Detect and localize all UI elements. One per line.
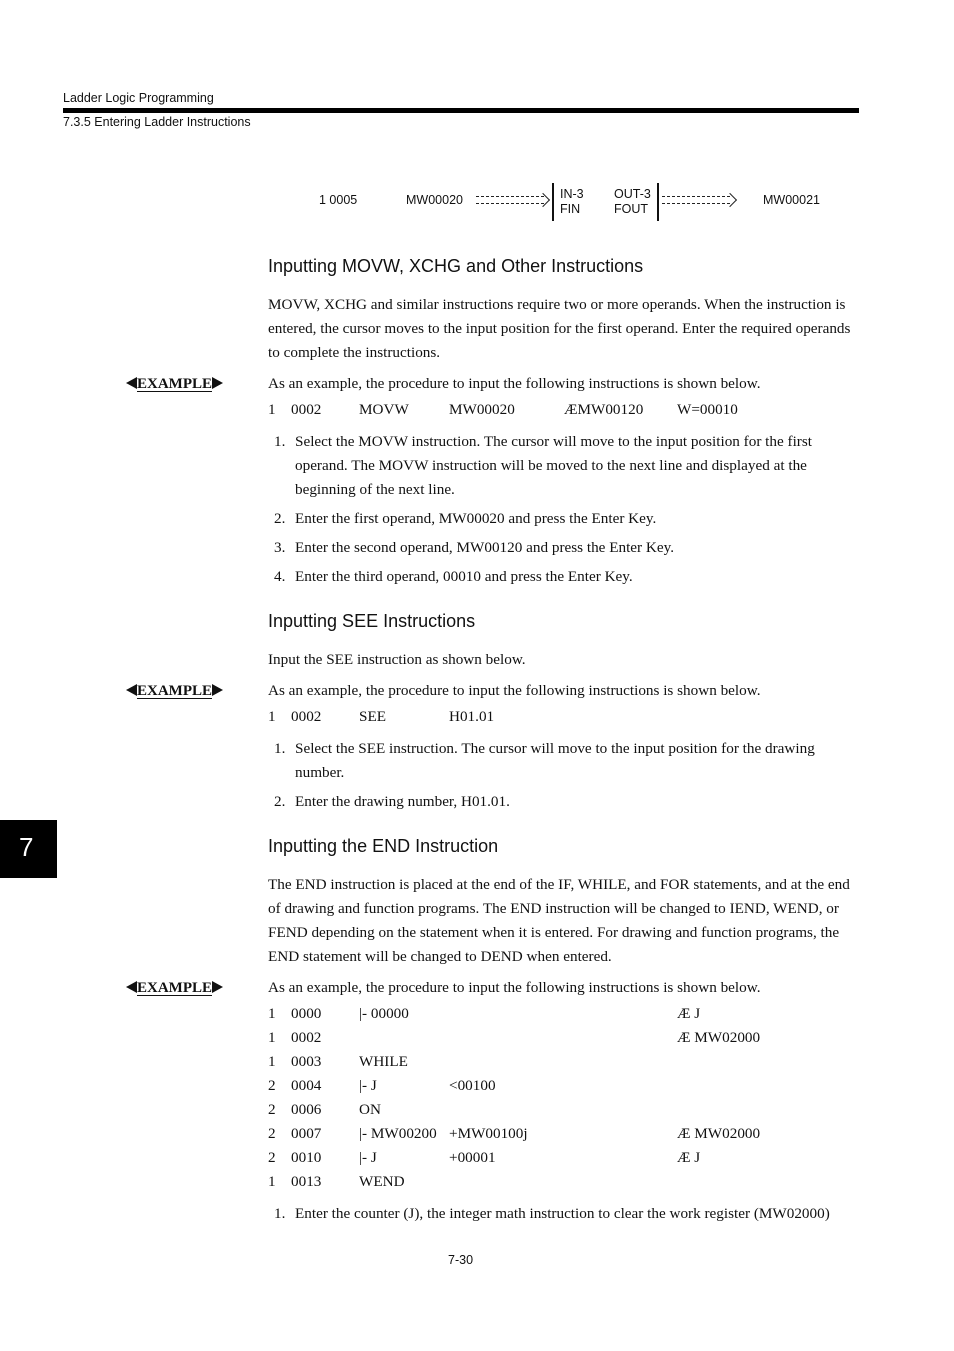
ladder-in-dash-top — [476, 196, 544, 197]
code-cell: Æ J — [677, 1005, 701, 1022]
step-item — [274, 790, 860, 814]
para-see: Input the SEE instruction as shown below. — [268, 651, 526, 668]
code-cell: WHILE — [359, 1053, 408, 1070]
example-marker-movw: EXAMPLE — [126, 376, 223, 393]
step-number: 2. — [274, 510, 286, 527]
ladder-out-label-2: FOUT — [614, 202, 649, 216]
ladder-step: 1 0005 — [319, 193, 358, 207]
step-number: 1. — [274, 433, 286, 450]
code-cell: 1 — [268, 1173, 276, 1190]
step-item — [274, 507, 860, 531]
code-cell: 0002 — [291, 708, 322, 725]
triangle-right-icon — [212, 981, 223, 993]
code-cell: Æ MW02000 — [677, 1029, 761, 1046]
triangle-left-icon — [126, 377, 137, 389]
step-number: 1. — [274, 1205, 286, 1222]
step-text: Select the MOVW instruction. The cursor will move to the input position for the first operand. The MOVW instruction will be moved to the next line and displayed at the beginning of the next line. — [295, 433, 812, 498]
code-cell: 2 — [268, 1149, 276, 1166]
code-cell: +00001 — [449, 1149, 496, 1166]
ladder-in-label-2: FIN — [560, 202, 581, 216]
code-cell: H01.01 — [449, 708, 495, 725]
code-cell: 1 — [268, 708, 276, 725]
step-number: 4. — [274, 568, 286, 585]
ladder-in-register: MW00020 — [406, 193, 463, 207]
step-item — [274, 536, 860, 560]
code-cell: ÆMW00120 — [564, 401, 644, 418]
step-text: Enter the second operand, MW00120 and press the Enter Key. — [295, 539, 675, 556]
code-cell: ON — [359, 1101, 381, 1118]
heading-see: Inputting SEE Instructions — [268, 611, 476, 631]
code-cell: Æ MW02000 — [677, 1125, 761, 1142]
step-number: 2. — [274, 793, 286, 810]
ladder-out-bar — [657, 183, 659, 221]
example-text-movw: As an example, the procedure to input the following instructions is shown below. — [268, 375, 761, 392]
ladder-in-bar — [552, 183, 554, 221]
code-cell: 2 — [268, 1077, 276, 1094]
example-marker-end: EXAMPLE — [126, 980, 223, 997]
code-cell: 1 — [268, 1029, 276, 1046]
step-text: Enter the third operand, 00010 and press the Enter Key. — [295, 568, 633, 585]
code-cell: 2 — [268, 1101, 276, 1118]
code-cell: 0000 — [291, 1005, 322, 1022]
code-cell: 0010 — [291, 1149, 322, 1166]
code-cell: MOVW — [359, 401, 409, 418]
example-text-end: As an example, the procedure to input the following instructions is shown below. — [268, 979, 761, 996]
step-number: 1. — [274, 740, 286, 757]
code-cell: W=00010 — [677, 401, 738, 418]
code-cell: 1 — [268, 1005, 276, 1022]
heading-movw: Inputting MOVW, XCHG and Other Instructions — [268, 256, 644, 276]
step-text: Enter the drawing number, H01.01. — [295, 793, 510, 810]
code-cell: 0007 — [291, 1125, 322, 1142]
code-cell: 2 — [268, 1125, 276, 1142]
code-cell: 0003 — [291, 1053, 322, 1070]
step-item — [274, 565, 860, 589]
code-cell: 1 — [268, 1053, 276, 1070]
code-cell: SEE — [359, 708, 387, 725]
code-cell: MW00020 — [449, 401, 515, 418]
ladder-out-register: MW00021 — [763, 193, 820, 207]
heading-end: Inputting the END Instruction — [268, 836, 499, 856]
step-item — [274, 430, 860, 502]
chapter-tab-number: 7 — [19, 832, 34, 862]
code-cell: |- 00000 — [359, 1005, 409, 1022]
triangle-right-icon — [212, 377, 223, 389]
step-item — [274, 737, 860, 785]
step-text: Select the SEE instruction. The cursor will move to the input position for the drawing number. — [295, 740, 815, 781]
code-cell: |- MW00200 — [359, 1125, 437, 1142]
ladder-in-label-1: IN-3 — [560, 187, 584, 201]
code-cell: +MW00100j — [449, 1125, 528, 1142]
ladder-in-dash-bottom — [476, 203, 544, 204]
step-text: Enter the first operand, MW00020 and press the Enter Key. — [295, 510, 657, 527]
ladder-out-dash-bottom — [662, 203, 730, 204]
triangle-left-icon — [126, 684, 137, 696]
code-cell: WEND — [359, 1173, 405, 1190]
para-movw: MOVW, XCHG and similar instructions require two or more operands. When the instruction is entered, the cursor moves to the input position for the first operand. Enter the required operands to complete the instructions. — [268, 296, 851, 361]
code-cell: 0002 — [291, 1029, 322, 1046]
example-text-see: As an example, the procedure to input the following instructions is shown below. — [268, 682, 761, 699]
header-rule — [63, 108, 859, 113]
triangle-right-icon — [212, 684, 223, 696]
running-header-section: 7.3.5 Entering Ladder Instructions — [63, 115, 251, 129]
code-cell: 0004 — [291, 1077, 322, 1094]
running-header-chapter: Ladder Logic Programming — [63, 91, 214, 105]
example-marker-see: EXAMPLE — [126, 683, 223, 700]
step-text: Enter the counter (J), the integer math instruction to clear the work register (MW02000) — [295, 1205, 830, 1222]
code-cell: 0013 — [291, 1173, 322, 1190]
code-cell: 0006 — [291, 1101, 322, 1118]
step-item — [274, 1202, 860, 1226]
chapter-tab — [0, 820, 57, 878]
page-number: 7-30 — [448, 1253, 474, 1267]
code-cell: 0002 — [291, 401, 322, 418]
ladder-out-dash-top — [662, 196, 730, 197]
para-end: The END instruction is placed at the end of the IF, WHILE, and FOR statements, and at the end of drawing and function programs. The END instruction will be changed to IEND, WEND, or FEND depending on the statement when it is entered. For drawing and function programs, the END statement will be changed to DEND when entered. — [268, 876, 850, 965]
code-cell: <00100 — [449, 1077, 496, 1094]
code-cell: |- J — [359, 1077, 377, 1094]
step-number: 3. — [274, 539, 286, 556]
code-cell: Æ J — [677, 1149, 701, 1166]
code-cell: 1 — [268, 401, 276, 418]
triangle-left-icon — [126, 981, 137, 993]
code-cell: |- J — [359, 1149, 377, 1166]
ladder-out-label-1: OUT-3 — [614, 187, 651, 201]
